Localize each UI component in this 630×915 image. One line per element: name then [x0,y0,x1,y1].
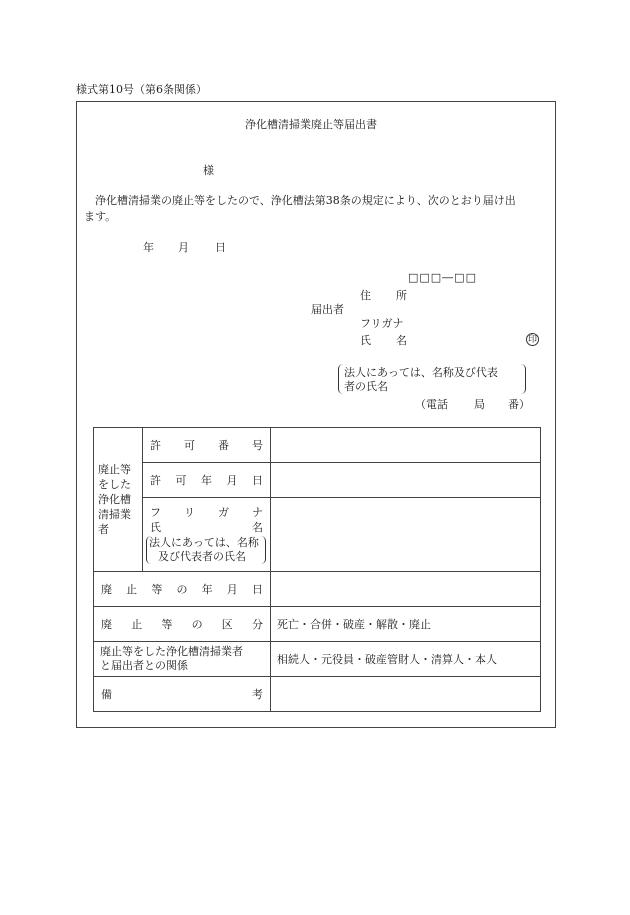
applicant-furigana-label: フリガナ [360,317,404,330]
abolish-date-label: 廃 止 等 の 年 月 日 [94,572,271,607]
abolish-date-value[interactable] [271,572,541,607]
corporation-note-line1: 法人にあっては、名称及び代表 [344,366,498,379]
applicant-name-label-2: 名 [396,334,407,347]
body-text-line1: 浄化槽清掃業の廃止等をしたので、浄化槽法第38条の規定により、次のとおり届け出 [95,194,516,207]
notification-table [93,427,541,712]
permit-date-label: 許 可 年 月 日 [143,463,271,498]
permit-number-value[interactable] [271,428,541,463]
remarks-label: 備 考 [94,677,271,712]
operator-name-label: フ リ ガ ナ 氏 名 法人にあっては、名称 及び代表者の氏名 [143,498,271,572]
phone-label-close: 番） [508,398,530,411]
form-title: 浄化槽清掃業廃止等届出書 [245,118,377,131]
date-year: 年 [143,241,154,254]
category-options[interactable]: 死亡・合併・破産・解散・廃止 [271,607,541,642]
phone-label-middle: 局 [474,398,485,411]
form-number-label: 様式第10号（第6条関係） [76,83,207,96]
relation-label: 廃止等をした浄化槽清掃業者 と届出者との関係 [94,642,271,677]
phone-label-open: （電話 [415,398,448,411]
date-month: 月 [178,241,189,254]
date-day: 日 [215,241,226,254]
addressee-suffix: 様 [203,164,214,177]
remarks-value[interactable] [271,677,541,712]
table-corporation-note: 法人にあっては、名称 及び代表者の氏名 [146,536,266,564]
permit-number-label: 許 可 番 号 [143,428,271,463]
permit-date-value[interactable] [271,463,541,498]
address-label-2: 所 [396,289,407,302]
category-label: 廃 止 等 の 区 分 [94,607,271,642]
body-text-line2: ます。 [84,210,117,223]
postal-code-boxes: □□□―□□ [408,271,477,284]
relation-options[interactable]: 相続人・元役員・破産管財人・清算人・本人 [271,642,541,677]
corporation-note-line2: 者の氏名 [344,380,388,393]
operator-name-value[interactable] [271,498,541,572]
address-label-1: 住 [360,289,371,302]
operator-group-label: 廃止等 をした 浄化槽 清掃業 者 [94,428,143,572]
seal-mark-icon: 印 [527,335,537,345]
applicant-name-label-1: 氏 [360,334,371,347]
corporation-note-brace [338,364,526,394]
applicant-role-label: 届出者 [311,303,344,316]
